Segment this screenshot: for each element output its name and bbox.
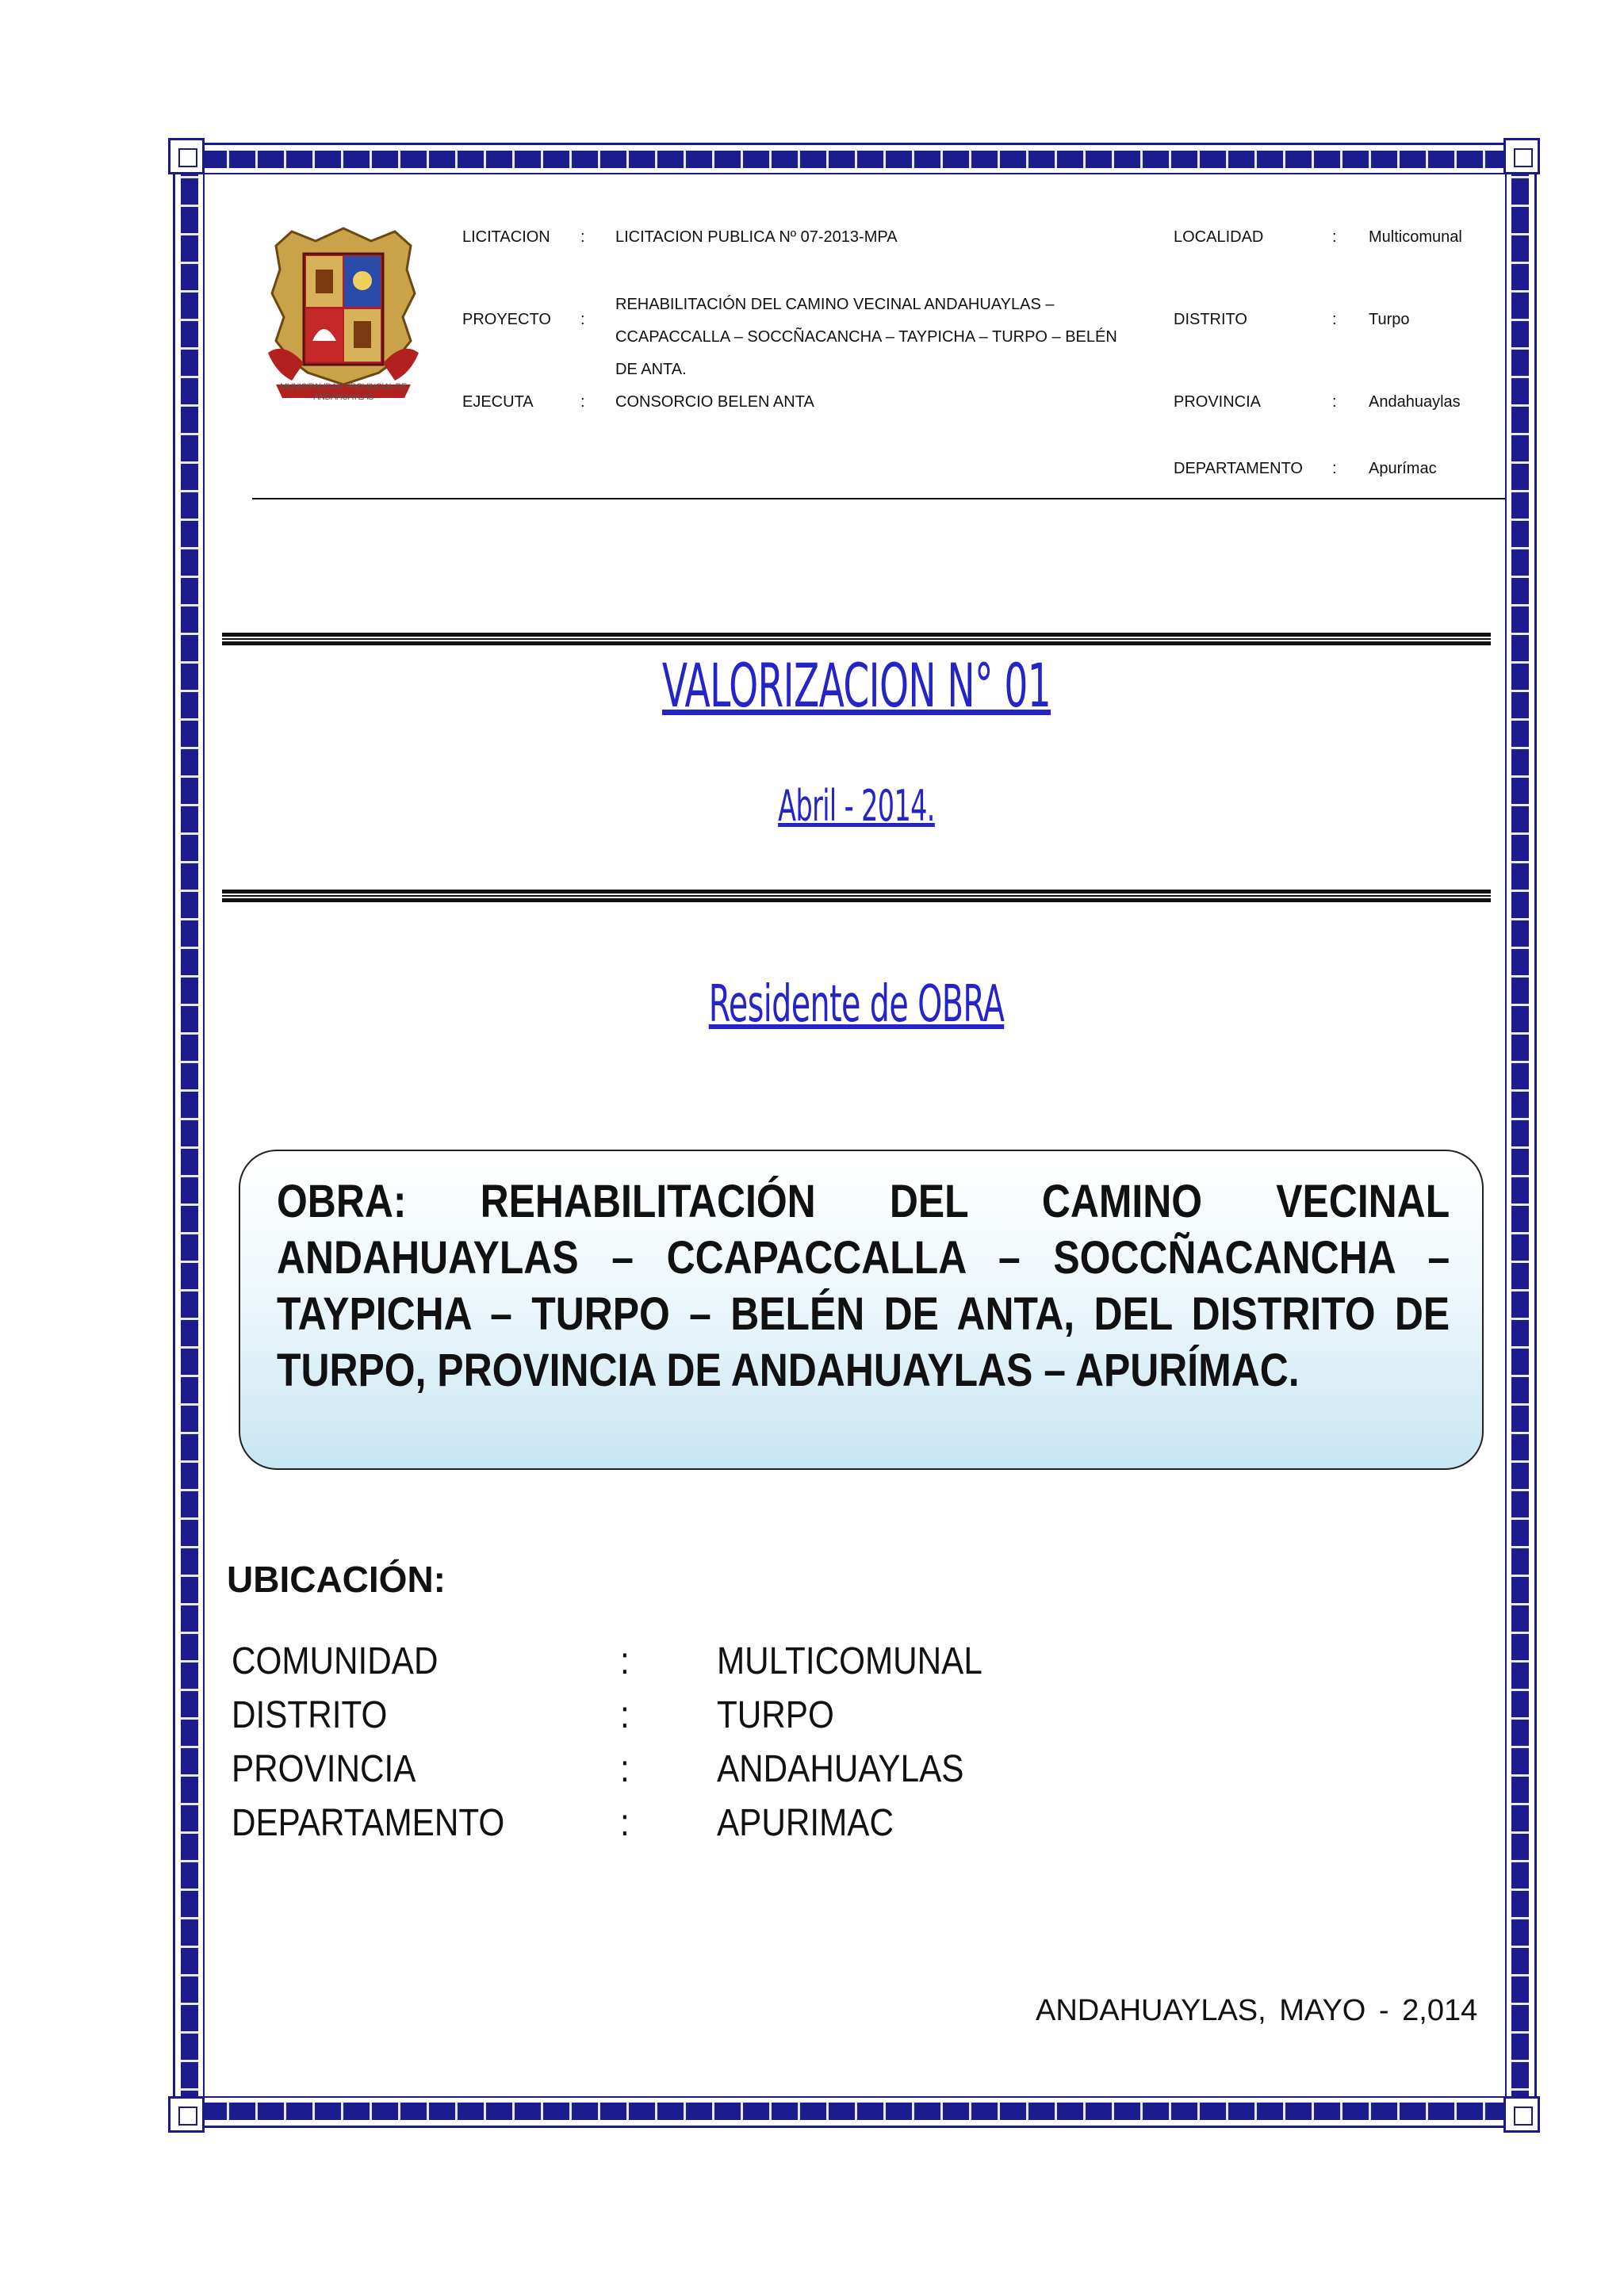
municipal-coat-of-arms-icon (260, 222, 427, 412)
header-colon: : (1332, 228, 1337, 246)
ubicacion-heading: UBICACIÓN: (227, 1559, 446, 1600)
header-colon: : (580, 228, 585, 246)
title-rule-bottom (222, 890, 1491, 902)
header-value-departamento: Apurímac (1369, 460, 1437, 477)
header-colon: : (1332, 311, 1337, 328)
page-border-ticks-left (181, 176, 198, 2095)
header-label-localidad: LOCALIDAD (1174, 228, 1264, 246)
logo-caption: MUNICIPALIDAD PROVINCIAL DE ANDAHUAYLAS (280, 382, 407, 402)
title-rule-top (222, 633, 1491, 645)
page-border-ticks-right (1511, 176, 1529, 2095)
header-value-localidad: Multicomunal (1369, 228, 1462, 246)
header-colon: : (580, 311, 585, 328)
document-period: Abril - 2014. (778, 781, 935, 831)
border-corner-ornament (1503, 2096, 1540, 2133)
document-role: Residente de OBRA (708, 975, 1005, 1034)
ubicacion-label: PROVINCIA (232, 1748, 416, 1790)
page-border-ticks-bottom (198, 2103, 1511, 2120)
header-label-provincia: PROVINCIA (1174, 393, 1262, 411)
header-colon: : (1332, 460, 1337, 477)
header-divider (252, 498, 1505, 499)
header-label-ejecuta: EJECUTA (462, 393, 534, 411)
ubicacion-value: APURIMAC (717, 1802, 894, 1844)
header-label-proyecto: PROYECTO (462, 311, 551, 328)
header-value-licitacion: LICITACION PUBLICA Nº 07-2013-MPA (615, 228, 898, 246)
document-title: VALORIZACION N° 01 (661, 650, 1051, 721)
page-border-ticks-top (198, 151, 1511, 168)
ubicacion-colon: : (620, 1802, 630, 1844)
ubicacion-label: DISTRITO (232, 1694, 388, 1736)
header-colon: : (1332, 393, 1337, 411)
header-colon: : (580, 393, 585, 411)
header-value-ejecuta: CONSORCIO BELEN ANTA (615, 393, 814, 411)
header-label-departamento: DEPARTAMENTO (1174, 460, 1303, 477)
ubicacion-label: COMUNIDAD (232, 1640, 439, 1682)
obra-description-box (239, 1150, 1484, 1470)
border-corner-ornament (1503, 138, 1540, 174)
border-corner-ornament (168, 2096, 205, 2133)
header-value-proyecto: REHABILITACIÓN DEL CAMINO VECINAL ANDAHUAYLAS – CCAPACCALLA – SOCCÑACANCHA – TAYPICHA – TURPO – BELÉN DE ANTA. (615, 296, 1117, 378)
header-value-provincia: Andahuaylas (1369, 393, 1461, 411)
ubicacion-value: TURPO (717, 1694, 834, 1736)
ubicacion-value: ANDAHUAYLAS (717, 1748, 964, 1790)
header-label-distrito: DISTRITO (1174, 311, 1247, 328)
ubicacion-colon: : (620, 1640, 630, 1682)
ubicacion-colon: : (620, 1694, 630, 1736)
obra-description-text: OBRA: REHABILITACIÓN DEL CAMINO VECINAL ANDAHUAYLAS – CCAPACCALLA – SOCCÑACANCHA – TAYPICHA – TURPO – BELÉN DE ANTA, DEL DISTRITO DE TURPO, PROVINCIA DE ANDAHUAYLAS – APURÍMAC. (277, 1176, 1450, 1396)
border-corner-ornament (168, 138, 205, 174)
footer-place-date: ANDAHUAYLAS, MAYO - 2,014 (1036, 1994, 1478, 2027)
header-label-licitacion: LICITACION (462, 228, 550, 246)
ubicacion-colon: : (620, 1748, 630, 1790)
ubicacion-label: DEPARTAMENTO (232, 1802, 505, 1844)
ubicacion-value: MULTICOMUNAL (717, 1640, 982, 1682)
header-value-distrito: Turpo (1369, 311, 1410, 328)
